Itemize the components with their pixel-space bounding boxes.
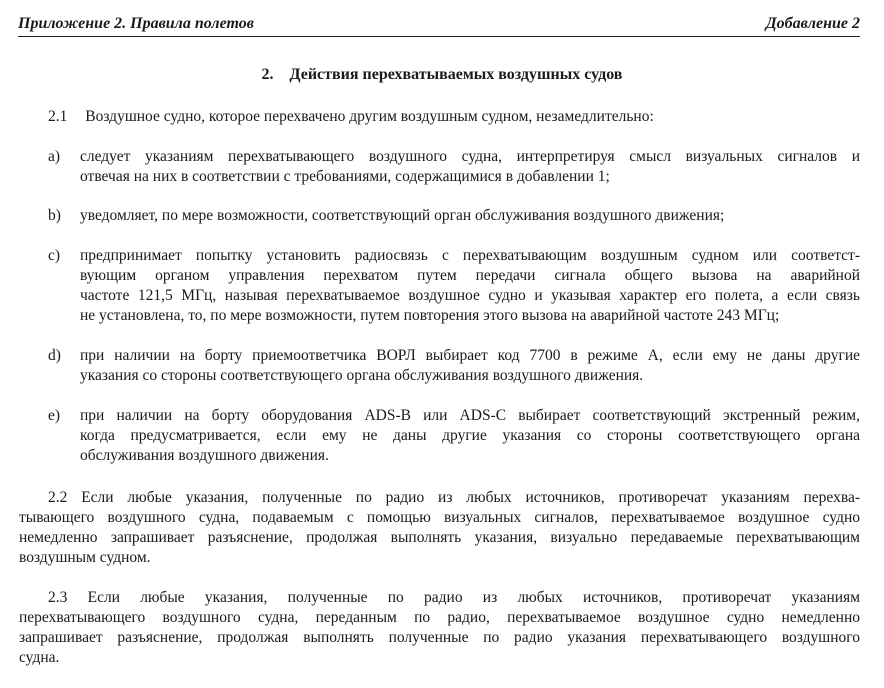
running-header [18,14,860,37]
list-line: вующим органом управления перехватом путем передачи сигнала общего вызова на аварийной [80,267,860,284]
paragraph-line: тывающего воздушного судна, подаваемым с помощью визуальных сигналов, перехватываемое воздушное судно [19,509,860,526]
list-marker: c) [48,247,61,264]
paragraph-line: судна. [19,649,60,666]
paragraph-line: немедленно запрашивает разъяснение, продолжая выполнять указания, визуально передаваемые перехватывающим [19,529,860,546]
list-marker: b) [48,207,61,224]
header-right: Добавление 2 [765,15,860,32]
paragraph-line: запрашивает разъяснение, продолжая выполнять полученные по радио указания перехватывающего воздушного [19,629,860,646]
list-line: частоте 121,5 МГц, называя перехватываемое воздушное судно и указывая характер его полета, а если связь [80,287,860,304]
paragraph-line: 2.2 Если любые указания, полученные по радио из любых источников, противоречат указаниям перехва- [48,489,860,506]
section-heading: Действия перехватываемых воздушных судов [289,66,623,83]
paragraph-line: 2.3 Если любые указания, полученные по радио из любых источников, противоречат указаниям [48,589,860,606]
paragraph-2-1 [48,107,654,127]
header-left: Приложение 2. Правила полетов [18,15,254,32]
list-line: указания со стороны соответствующего органа обслуживания воздушного движения. [80,367,644,384]
paragraph-line: перехватывающего воздушного судна, переданным по радио, перехватываемое воздушное судно немедленно [19,609,860,626]
paragraph-text: Воздушное судно, которое перехвачено другим воздушным судном, незамедлительно: [85,108,654,125]
list-line: уведомляет, по мере возможности, соответствующий орган обслуживания воздушного движения; [80,207,725,224]
list-line: при наличии на борту приемоответчика ВОРЛ выбирает код 7700 в режиме А, если ему не даны другие [80,347,860,364]
list-line: при наличии на борту оборудования ADS-B или ADS-C выбирает соответствующий экстренный режим, [80,407,860,424]
list-line: когда предусматривается, если ему не даны другие указания со стороны соответствующего органа [80,427,860,444]
list-marker: e) [48,407,61,424]
paragraph-line: воздушным судном. [19,549,151,566]
paragraph-number: 2.1 [48,108,68,125]
list-line: отвечая на них в соответствии с требованиями, содержащимися в добавлении 1; [80,168,610,185]
list-marker: a) [48,148,61,165]
list-line: обслуживания воздушного движения. [80,447,329,464]
list-line: следует указаниям перехватывающего воздушного судна, интерпретируя смысл визуальных сигналов и [80,148,860,165]
list-line: предпринимает попытку установить радиосвязь с перехватывающим воздушным судном или соответст- [80,247,860,264]
section-title [0,66,884,84]
section-number: 2. [261,66,274,83]
list-line: не установлена, то, по мере возможности, путем повторения этого вызова на аварийной частоте 243 МГц; [80,307,780,324]
list-marker: d) [48,347,61,364]
